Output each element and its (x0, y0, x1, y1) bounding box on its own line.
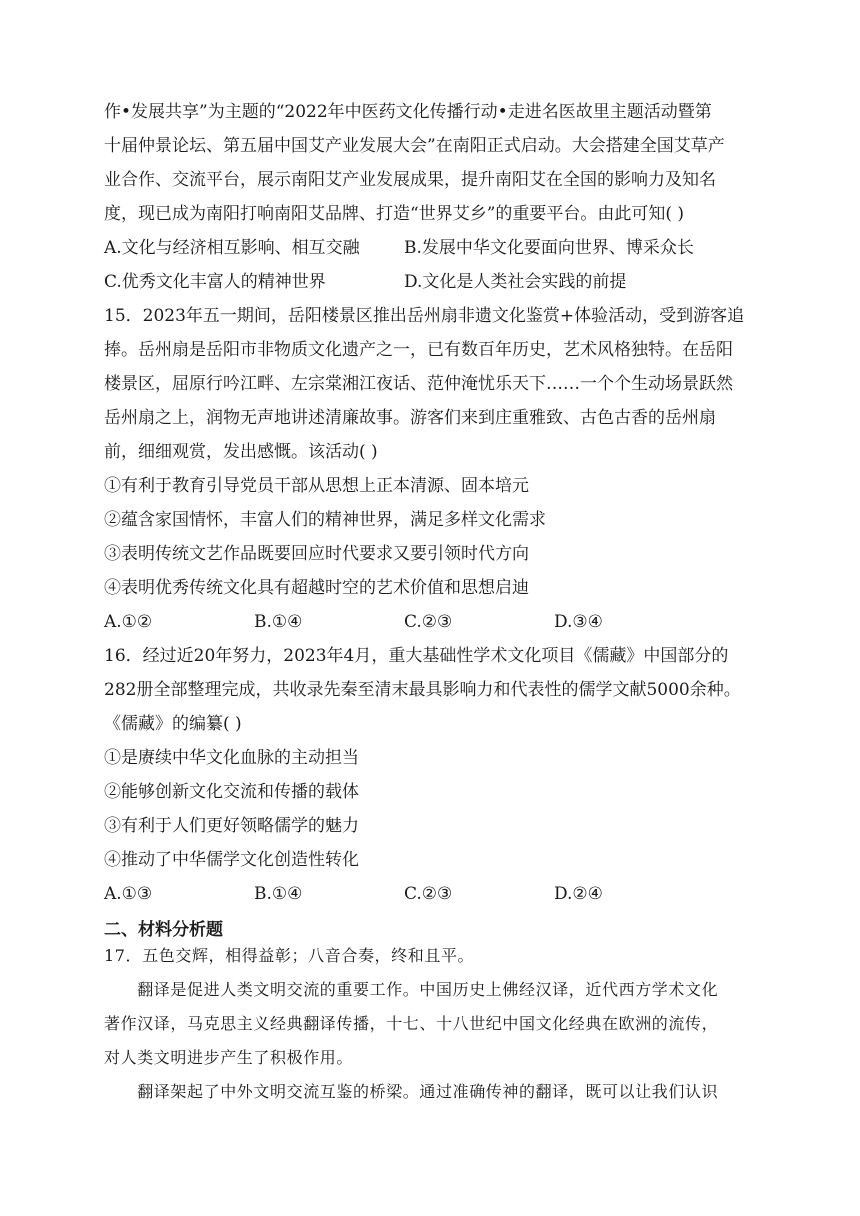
q17-para1-line-3: 对人类文明进步产生了积极作用。 (104, 1048, 354, 1067)
q15-option-b: B.①④ (254, 612, 303, 632)
q14-option-b: B.发展中华文化要面向世界、博采众长 (404, 238, 694, 258)
q14-option-d: D.文化是人类社会实践的前提 (404, 272, 627, 292)
q17-para2-line-1: 翻译架起了中外文明交流互鉴的桥梁。通过准确传神的翻译，既可以让我们认识 (104, 1082, 719, 1101)
q16-option-c: C.②③ (404, 884, 453, 904)
q15-text-line-5: 前，细细观赏，发出感慨。该活动( ) (104, 442, 378, 462)
q15-item-3: ③表明传统文艺作品既要回应时代要求又要引领时代方向 (104, 544, 529, 564)
q15-item-2: ②蕴含家国情怀，丰富人们的精神世界，满足多样文化需求 (104, 510, 546, 530)
q15-option-a: A.①② (104, 612, 153, 632)
q17-title: 17．五色交辉，相得益彰；八音合奏，终和且平。 (104, 946, 475, 965)
q15-text-line-1: 15．2023年五一期间，岳阳楼景区推出岳州扇非遗文化鉴赏+体验活动，受到游客追 (104, 306, 745, 326)
q15-text-line-2: 捧。岳州扇是岳阳市非物质文化遗产之一，已有数百年历史，艺术风格独特。在岳阳 (104, 340, 733, 360)
q15-item-4: ④表明优秀传统文化具有超越时空的艺术价值和思想启迪 (104, 578, 529, 598)
q15-item-1: ①有利于教育引导党员干部从思想上正本清源、固本培元 (104, 476, 529, 496)
q16-item-2: ②能够创新文化交流和传播的载体 (104, 782, 359, 802)
q15-text-line-3: 楼景区，屈原行吟江畔、左宗棠湘江夜话、范仲淹忧乐天下……一个个生动场景跃然 (104, 374, 733, 394)
q16-item-1: ①是赓续中华文化血脉的主动担当 (104, 748, 359, 768)
q14-text-line-3: 业合作、交流平台，展示南阳艾产业发展成果，提升南阳艾在全国的影响力及知名 (104, 170, 716, 190)
q15-text-line-4: 岳州扇之上，润物无声地讲述清廉故事。游客们来到庄重雅致、古色古香的岳州扇 (104, 408, 716, 428)
q14-text-line-2: 十届仲景论坛、第五届中国艾产业发展大会”在南阳正式启动。大会搭建全国艾草产 (104, 136, 725, 156)
q16-text-line-1: 16．经过近20年努力，2023年4月，重大基础性学术文化项目《儒藏》中国部分的 (104, 646, 729, 666)
q16-option-a: A.①③ (104, 884, 153, 904)
q16-text-line-2: 282册全部整理完成，共收录先秦至清末最具影响力和代表性的儒学文献5000余种。 (104, 680, 741, 700)
q15-option-c: C.②③ (404, 612, 453, 632)
q14-text-line-4: 度，现已成为南阳打响南阳艾品牌、打造“世界艾乡”的重要平台。由此可知( ) (104, 204, 685, 224)
q17-para1-line-2: 著作汉译，马克思主义经典翻译传播，十七、十八世纪中国文化经典在欧洲的流传， (104, 1014, 719, 1033)
q16-option-d: D.②④ (554, 884, 603, 904)
section-heading: 二、材料分析题 (104, 920, 223, 940)
q14-option-a: A.文化与经济相互影响、相互交融 (104, 238, 360, 258)
q16-option-b: B.①④ (254, 884, 303, 904)
q14-option-c: C.优秀文化丰富人的精神世界 (104, 272, 326, 292)
q15-option-d: D.③④ (554, 612, 603, 632)
q17-para1-line-1: 翻译是促进人类文明交流的重要工作。中国历史上佛经汉译，近代西方学术文化 (104, 980, 719, 999)
q16-item-4: ④推动了中华儒学文化创造性转化 (104, 850, 359, 870)
q16-item-3: ③有利于人们更好领略儒学的魅力 (104, 816, 359, 836)
q16-text-line-3: 《儒藏》的编纂( ) (104, 714, 242, 734)
q14-text-line-1: 作•发展共享”为主题的“2022年中医药文化传播行动•走进名医故里主题活动暨第 (104, 102, 712, 122)
